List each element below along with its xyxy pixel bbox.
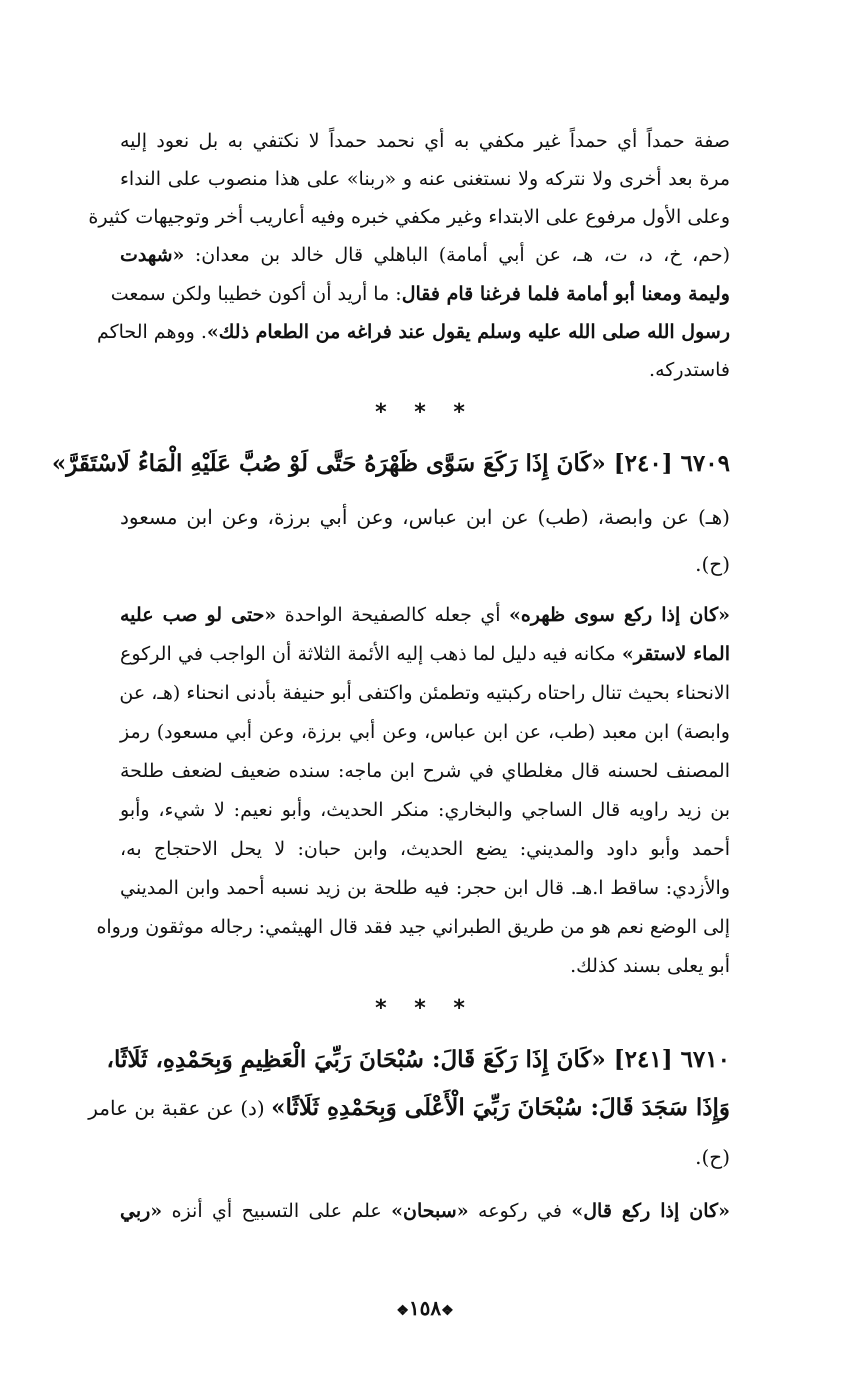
ornament-left-icon: ❖	[441, 1303, 454, 1319]
text-line	[120, 240, 730, 270]
text-line	[120, 600, 730, 630]
hadith-quote: رسول الله صلى الله عليه وسلم يقول عند فراغه من الطعام ذلك»	[206, 321, 730, 343]
text-line	[120, 639, 730, 669]
text-line: الانحناء بحيث تنال راحتاه ركبتيه وتطمئن واكتفى أبو حنيفة بأدنى انحناء (هـ، عن	[119, 682, 730, 704]
text-line: أحمد وأبو داود والمديني: يضع الحديث، وابن حبان: لا يحل الاحتجاج به،	[120, 838, 730, 860]
text-line	[110, 279, 730, 309]
hadith-quote: «حتى لو صب عليه	[120, 604, 277, 626]
text-line: فاستدركه.	[649, 359, 730, 381]
text-line: مرة بعد أخرى ولا نتركه ولا نستغنى عنه و «ربنا» على هذا منصوب على النداء	[120, 168, 730, 190]
text-run: مكانه فيه دليل لما ذهب إليه الأئمة الثلاثة أن الواجب في الركوع	[120, 643, 622, 665]
hadith-quote: الماء لاستقر»	[621, 643, 730, 665]
text-line: وابصة) ابن معبد (طب، عن ابن عباس، وعن أبي برزة، وعن أبي مسعود) رمز	[120, 721, 730, 743]
section-separator: * * *	[375, 996, 475, 1021]
hadith-quote: «كان إذا ركع قال»	[571, 1200, 730, 1222]
text-line: بن زيد راويه قال الساجي والبخاري: منكر الحديث، وأبو نعيم: لا شيء، وأبو	[120, 799, 730, 821]
hadith-quote: «ربي	[120, 1200, 163, 1222]
hadith-text: ٦٧٠٩ [٢٤٠] «كَانَ إِذَا رَكَعَ سَوَّى ظَهْرَهُ حَتَّى لَوْ صُبَّ عَلَيْهِ الْمَاءُ لَاسْتَقَرَّ»	[51, 450, 730, 477]
text-line	[96, 317, 730, 347]
text-line: صفة حمداً أي حمداً غير مكفي به أي نحمد حمداً لا نكتفي به بل نعود إليه	[120, 130, 730, 152]
text-line: إلى الوضع نعم هو من طريق الطبراني جيد فقد قال الهيثمي: رجاله موثقون ورواه	[96, 916, 730, 938]
text-line: أبو يعلى بسند كذلك.	[570, 955, 730, 977]
hadith-quote: وليمة ومعنا أبو أمامة فلما فرغنا قام فقال	[401, 283, 730, 305]
text-run: . ووهم الحاكم	[96, 321, 207, 343]
text-line: والأزدي: ساقط ا.هـ. قال ابن حجر: فيه طلحة بن زيد نسبه أحمد وابن المديني	[120, 877, 730, 899]
hadith-grade: (ح).	[695, 552, 730, 576]
text-run: علم على التسبيح أي أنزه	[162, 1200, 392, 1222]
page-number-value: ١٥٨	[408, 1296, 442, 1320]
text-line: وعلى الأول مرفوع على الابتداء وغير مكفي خبره وفيه أعاريب أخر وتوجيهات كثيرة	[88, 206, 730, 228]
page-number	[0, 1296, 850, 1320]
hadith-source: (هـ) عن وابصة، (طب) عن ابن عباس، وعن أبي برزة، وعن ابن مسعود	[120, 505, 730, 529]
text-line	[120, 1196, 730, 1226]
hadith-source: (د) عن عقبة بن عامر	[88, 1096, 272, 1120]
hadith-text: ٦٧١٠ [٢٤١] «كَانَ إِذَا رَكَعَ قَالَ: سُبْحَانَ رَبِّيَ الْعَظِيمِ وَبِحَمْدِهِ، ثَلَاثًا،	[106, 1046, 730, 1073]
hadith-text-run: وَإِذَا سَجَدَ قَالَ: سُبْحَانَ رَبِّيَ الْأَعْلَى وَبِحَمْدِهِ ثَلَاثًا»	[271, 1094, 730, 1121]
ornament-right-icon: ❖	[396, 1303, 409, 1319]
text-run: (حم، خ، د، ت، هـ، عن أبي أمامة) الباهلي قال خالد بن معدان:	[184, 244, 730, 266]
text-line: المصنف لحسنه قال مغلطاي في شرح ابن ماجه: سنده ضعيف لضعف طلحة	[120, 760, 730, 782]
hadith-grade: (ح).	[695, 1145, 730, 1169]
section-separator: * * *	[375, 400, 475, 425]
text-run: في ركوعه	[468, 1200, 572, 1222]
hadith-quote: «شهدت	[120, 244, 185, 266]
hadith-quote: «سبحان»	[391, 1200, 469, 1222]
hadith-quote: «كان إذا ركع سوى ظهره»	[508, 604, 730, 626]
text-run: أي جعله كالصفيحة الواحدة	[276, 604, 509, 626]
text-run: : ما أريد أن أكون خطيبا ولكن سمعت	[110, 283, 402, 305]
hadith-text	[88, 1088, 730, 1128]
